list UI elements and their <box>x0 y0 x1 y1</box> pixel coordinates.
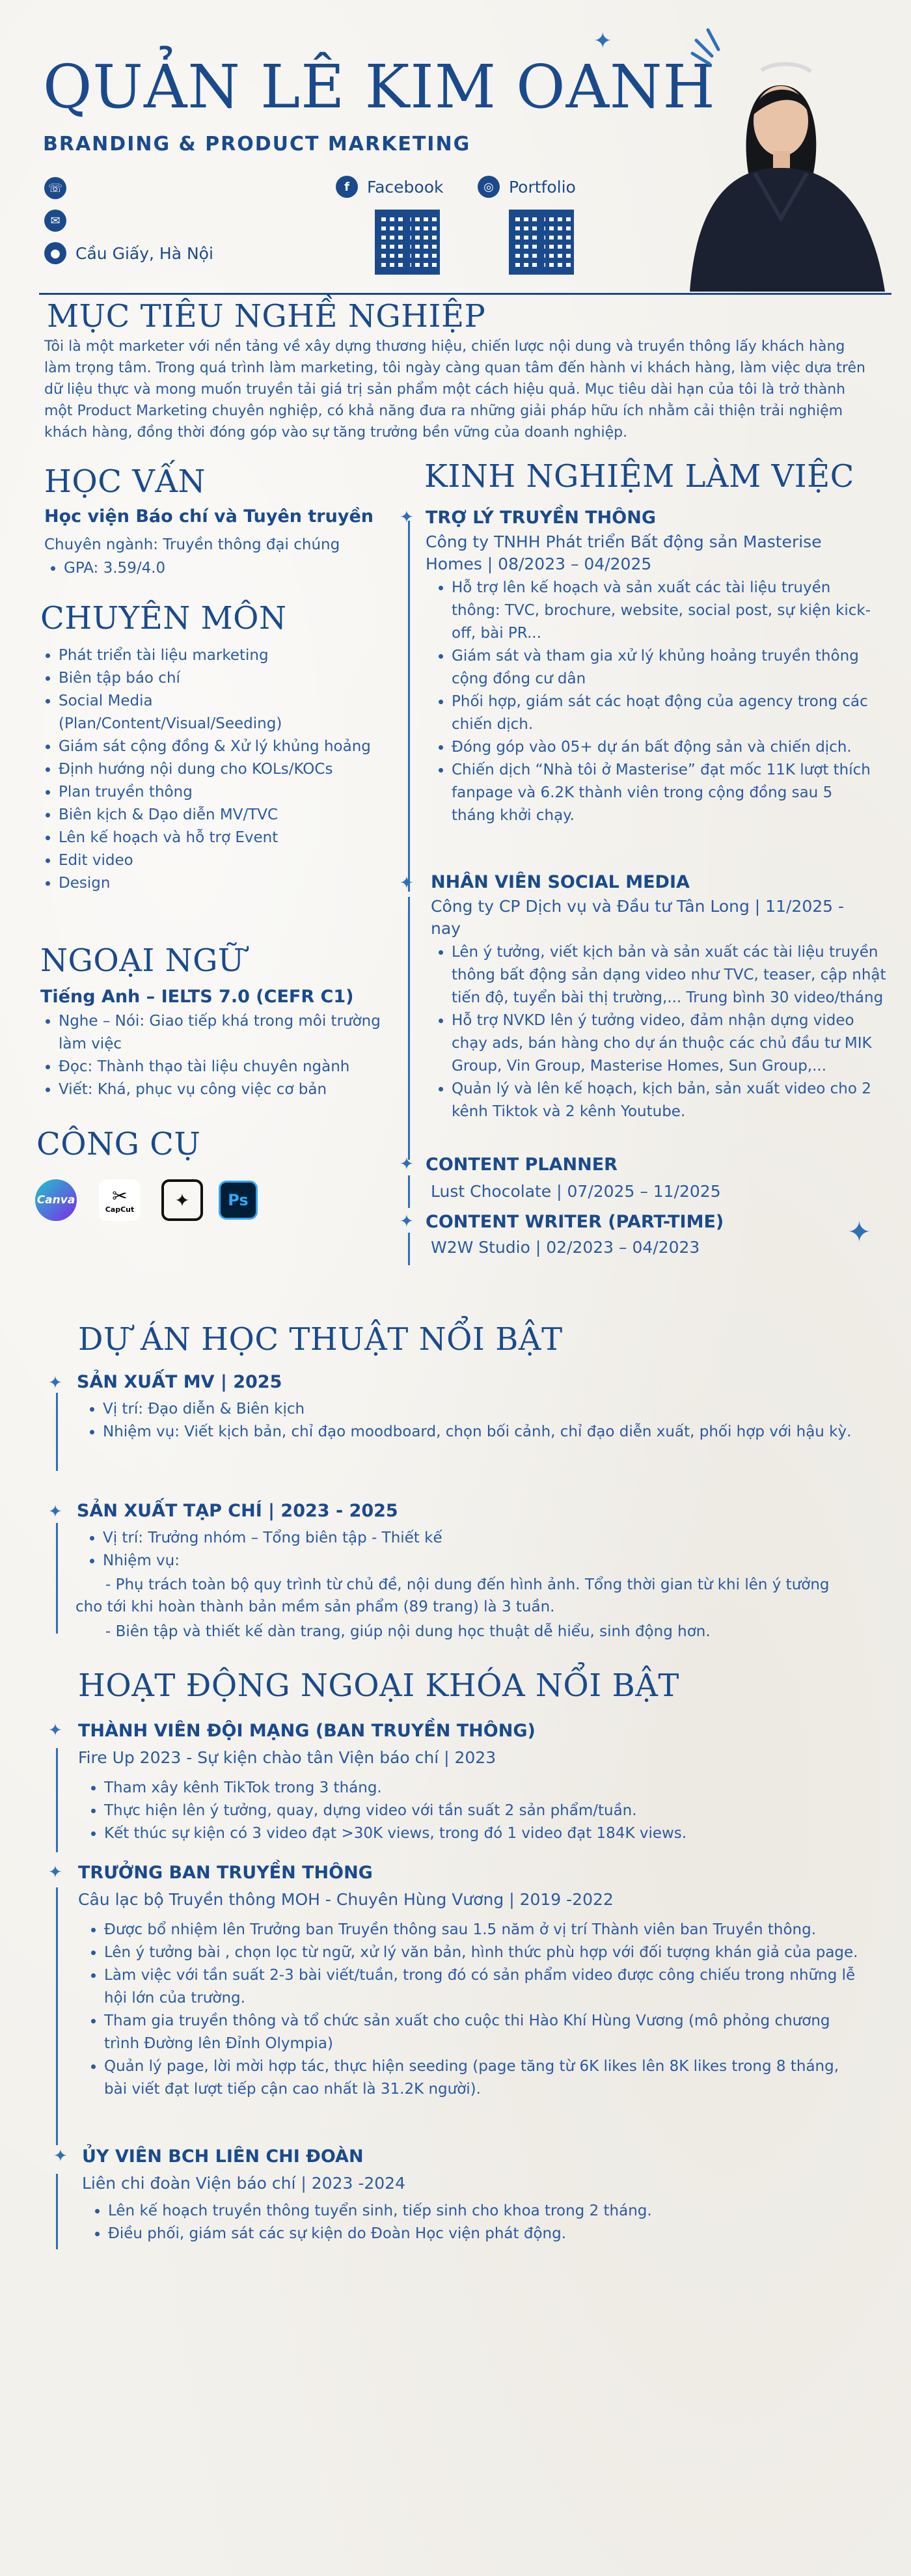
list-item: • Nghe – Nói: Giao tiếp khá trong môi trường làm việc <box>59 1010 384 1056</box>
list-item: • Biên tập báo chí <box>59 667 377 690</box>
photoshop-logo <box>219 1181 258 1220</box>
tools-heading: CÔNG CỤ <box>36 1126 201 1162</box>
facebook-qr-code[interactable] <box>375 210 440 275</box>
language-level: Tiếng Anh – IELTS 7.0 (CEFR C1) <box>40 987 354 1007</box>
list-item: • Hỗ trợ lên kế hoạch và sản xuất các tài liệu truyền thông: TVC, brochure, website, social post, sự kiện kick-off, bài PR... <box>452 577 875 645</box>
job-role: NHÂN VIÊN SOCIAL MEDIA <box>431 872 690 892</box>
project-detail-text: - Biên tập và thiết kế dàn trang, giúp nội dung học thuật dễ hiểu, sinh động hơn. <box>105 1623 711 1640</box>
timeline-marker-icon: ✦ <box>48 1863 62 1882</box>
list-item: • Được bổ nhiệm lên Trưởng ban Truyền thông sau 1.5 năm ở vị trí Thành viên ban Truyền thông. <box>104 1919 859 1941</box>
list-item: • Nhiệm vụ: <box>103 1550 858 1572</box>
phone-contact <box>44 177 66 199</box>
facebook-link[interactable] <box>336 176 443 198</box>
timeline-line <box>56 2174 58 2249</box>
education-major: Chuyên ngành: Truyền thông đại chúng <box>44 536 340 553</box>
extracurricular-heading: HOẠT ĐỘNG NGOẠI KHÓA NỔI BẬT <box>78 1667 679 1704</box>
timeline-marker-icon: ✦ <box>48 1721 62 1740</box>
list-item: • Viết: Khá, phục vụ công việc cơ bản <box>59 1078 384 1101</box>
project-details <box>86 1398 858 1444</box>
timeline-marker-icon: ✦ <box>48 1373 62 1393</box>
list-item: • Biên kịch & Dạo diễn MV/TVC <box>59 804 377 827</box>
expertise-heading: CHUYÊN MÔN <box>40 600 287 637</box>
location-contact <box>44 242 213 264</box>
activity-duties <box>87 1919 859 2101</box>
profile-photo <box>651 23 898 292</box>
sparkle-icon: ✦ <box>847 1216 871 1249</box>
project-title: SẢN XUẤT TẠP CHÍ | 2023 - 2025 <box>77 1501 398 1521</box>
list-item: • Điều phối, giám sát các sự kiện do Đoàn Học viện phát động. <box>108 2223 856 2245</box>
list-item: • Design <box>59 872 377 895</box>
location-pin-icon: ● <box>44 242 66 264</box>
activity-duties <box>91 2200 856 2245</box>
job-role: CONTENT WRITER (PART-TIME) <box>426 1212 724 1232</box>
list-item: • Lên kế hoạch và hỗ trợ Event <box>59 827 377 849</box>
job-duties <box>435 577 875 827</box>
job-role: CONTENT PLANNER <box>426 1155 618 1175</box>
list-item: • Hỗ trợ NVKD lên ý tưởng video, đảm nhận dựng video chạy ads, bán hàng cho dự án thuộc các chủ đầu tư MIK Group, Vin Group, Masterise Homes, Sun Group,... <box>452 1009 888 1078</box>
activity-org: Câu lạc bộ Truyền thông MOH - Chuyên Hùng Vương | 2019 -2022 <box>78 1890 614 1909</box>
timeline-line <box>56 1523 58 1634</box>
education-school: Học viện Báo chí và Tuyên truyền <box>44 506 374 527</box>
facebook-label: Facebook <box>367 177 444 197</box>
objective-text: Tôi là một marketer với nền tảng về xây dựng thương hiệu, chiến lược nội dung và truyền thông lấy khách hàng làm trọng tâm. Trong quá trình làm marketing, tôi ngày càng quan tâm đến hành vi khách hàng, làm việc dựa trên dữ liệu thực và mong muốn truyền tải giá trị sản phẩm một cách hiệu quả. Mục tiêu dài hạn của tôi là trở thành một Product Marketing chuyên nghiệp, có khả năng đưa ra những giải pháp hữu ích nhằm cải thiện trải nghiệm khách hàng, đồng thời đóng góp vào sự tăng trưởng bền vững của doanh nghiệp. <box>44 338 865 441</box>
timeline-line <box>56 1748 58 1852</box>
timeline-line <box>56 1393 58 1471</box>
list-item: • Đóng góp vào 05+ dự án bất động sản và chiến dịch. <box>452 736 875 759</box>
list-item: • Giám sát và tham gia xử lý khủng hoảng truyền thông cộng đồng cư dân <box>452 645 875 691</box>
list-item: • Định hướng nội dung cho KOLs/KOCs <box>59 758 377 781</box>
list-item: • Tham xây kênh TikTok trong 3 tháng. <box>104 1777 859 1800</box>
facebook-icon: f <box>336 176 358 198</box>
project-details <box>86 1527 858 1572</box>
list-item: • Quản lý page, lời mời hợp tác, thực hiện seeding (page tăng từ 6K likes lên 8K likes trong 8 tháng, bài viết đạt lượt tiếp cận cao nhất là 31.2K người). <box>104 2055 859 2101</box>
candidate-name: QUẢN LÊ KIM OANH <box>43 52 716 122</box>
photoshop-label: Ps <box>228 1191 249 1209</box>
list-item: • Lên ý tưởng, viết kịch bản và sản xuất các tài liệu truyền thông bất động sản dạng video như TVC, teaser, cập nhật tiến độ, tuyển bài thị trường,... Trung bình 30 video/tháng <box>452 941 888 1009</box>
expertise-list <box>42 644 377 895</box>
list-item: • Tham gia truyền thông và tổ chức sản xuất cho cuộc thi Hào Khí Hùng Vương (mô phỏng chương trình Đường lên Đỉnh Olympia) <box>104 2010 859 2055</box>
timeline-line <box>408 897 410 1160</box>
sparkle-icon: ✦ <box>593 28 612 54</box>
project-title: SẢN XUẤT MV | 2025 <box>77 1372 282 1392</box>
list-item: • Giám sát cộng đồng & Xử lý khủng hoảng <box>59 735 377 758</box>
activity-org: Fire Up 2023 - Sự kiện chào tân Viện báo chí | 2023 <box>78 1748 496 1767</box>
capcut-icon: ✂ <box>112 1185 128 1207</box>
list-item: • Social Media (Plan/Content/Visual/Seeding) <box>59 690 377 735</box>
timeline-marker-icon: ✦ <box>400 1212 414 1231</box>
list-item: • Lên kế hoạch truyền thông tuyển sinh, tiếp sinh cho khoa trong 2 tháng. <box>108 2200 856 2223</box>
list-item: • Plan truyền thông <box>59 781 377 804</box>
header-divider <box>39 293 891 295</box>
activity-role: THÀNH VIÊN ĐỘI MẠNG (BAN TRUYỀN THÔNG) <box>78 1721 536 1741</box>
portfolio-qr-code[interactable] <box>509 210 574 275</box>
activity-role: ỦY VIÊN BCH LIÊN CHI ĐOÀN <box>82 2146 364 2167</box>
education-list <box>47 557 402 580</box>
job-org: Công ty CP Dịch vụ và Đầu tư Tân Long | 11/2025 - nay <box>431 897 844 938</box>
phone-icon: ☏ <box>44 177 66 199</box>
timeline-line <box>408 521 410 892</box>
location-text: Cầu Giấy, Hà Nội <box>75 243 213 263</box>
list-item: • Nhiệm vụ: Viết kịch bản, chỉ đạo moodboard, chọn bối cảnh, chỉ đạo diễn xuất, phối hợp với hậu kỳ. <box>103 1421 858 1444</box>
objective-heading: MỤC TIÊU NGHỀ NGHIỆP <box>47 298 486 335</box>
education-heading: HỌC VẤN <box>44 463 206 500</box>
timeline-marker-icon: ✦ <box>400 1155 414 1174</box>
list-item: • Đọc: Thành thạo tài liệu chuyên ngành <box>59 1056 384 1078</box>
timeline-marker-icon: ✦ <box>400 873 414 893</box>
project-detail-text: - Phụ trách toàn bộ quy trình từ chủ đề, nội dung đến hình ảnh. Tổng thời gian từ khi lên ý tưởng cho tới khi hoàn thành bản mềm sản phẩm (89 trang) là 3 tuần. <box>75 1576 830 1615</box>
language-list <box>42 1010 384 1101</box>
list-item: • Kết thúc sự kiện có 3 video đạt >30K views, trong đó 1 video đạt 184K views. <box>104 1822 859 1845</box>
timeline-marker-icon: ✦ <box>400 508 414 527</box>
email-contact <box>44 210 66 232</box>
activity-role: TRƯỞNG BAN TRUYỀN THÔNG <box>78 1863 373 1883</box>
timeline-line <box>408 1175 410 1208</box>
job-role: TRỢ LÝ TRUYỀN THÔNG <box>426 508 656 528</box>
job-org: Công ty TNHH Phát triển Bất động sản Masterise Homes | 08/2023 – 04/2025 <box>426 532 822 573</box>
job-org: W2W Studio | 02/2023 – 04/2023 <box>431 1238 700 1257</box>
candidate-role: BRANDING & PRODUCT MARKETING <box>43 133 471 156</box>
ai-sparkle-logo: ✦ <box>161 1179 203 1221</box>
list-item: • Phối hợp, giám sát các hoạt động của agency trong các chiến dịch. <box>452 691 875 736</box>
activity-duties <box>87 1777 859 1845</box>
list-item: • Lên ý tưởng bài , chọn lọc từ ngữ, xử lý văn bản, hình thức phù hợp với đối tượng khán giả của page. <box>104 1941 859 1964</box>
capcut-label: CapCut <box>105 1205 135 1214</box>
list-item: • Quản lý và lên kế hoạch, kịch bản, sản xuất video cho 2 kênh Tiktok và 2 kênh Youtube. <box>452 1078 888 1123</box>
job-duties <box>435 941 888 1123</box>
list-item: • Thực hiện lên ý tưởng, quay, dựng video với tần suất 2 sản phẩm/tuần. <box>104 1800 859 1822</box>
timeline-marker-icon: ✦ <box>48 1502 62 1522</box>
activity-org: Liên chi đoàn Viện báo chí | 2023 -2024 <box>82 2174 405 2193</box>
list-item: • Edit video <box>59 849 377 872</box>
mail-icon: ✉ <box>44 210 66 232</box>
list-item: • Vị trí: Trưởng nhóm – Tổng biên tập - Thiết kế <box>103 1527 858 1550</box>
timeline-line <box>56 1887 58 2145</box>
canva-label: Canva <box>36 1194 75 1207</box>
timeline-marker-icon: ✦ <box>53 2146 68 2166</box>
portfolio-label: Portfolio <box>509 177 576 197</box>
education-gpa: • GPA: 3.59/4.0 <box>64 557 402 580</box>
list-item: • Chiến dịch “Nhà tôi ở Masterise” đạt mốc 11K lượt thích fanpage và 6.2K thành viên trong cộng đồng sau 5 tháng khởi chạy. <box>452 759 875 827</box>
language-heading: NGOẠI NGỮ <box>40 942 245 979</box>
list-item: • Làm việc với tần suất 2-3 bài viết/tuần, trong đó có sản phẩm video được công chiếu trong những lễ hội lớn của trường. <box>104 1964 859 2010</box>
globe-icon: ◎ <box>478 176 500 198</box>
job-org: Lust Chocolate | 07/2025 – 11/2025 <box>431 1182 721 1201</box>
canva-logo <box>35 1179 77 1221</box>
capcut-logo <box>99 1179 141 1221</box>
experience-heading: KINH NGHIỆM LÀM VIỆC <box>424 458 854 495</box>
list-item: • Phát triển tài liệu marketing <box>59 644 377 667</box>
portfolio-link[interactable] <box>478 176 576 198</box>
timeline-line <box>408 1233 410 1265</box>
list-item: • Vị trí: Đạo diễn & Biên kịch <box>103 1398 858 1421</box>
academic-heading: DỰ ÁN HỌC THUẬT NỔI BẬT <box>78 1321 563 1358</box>
